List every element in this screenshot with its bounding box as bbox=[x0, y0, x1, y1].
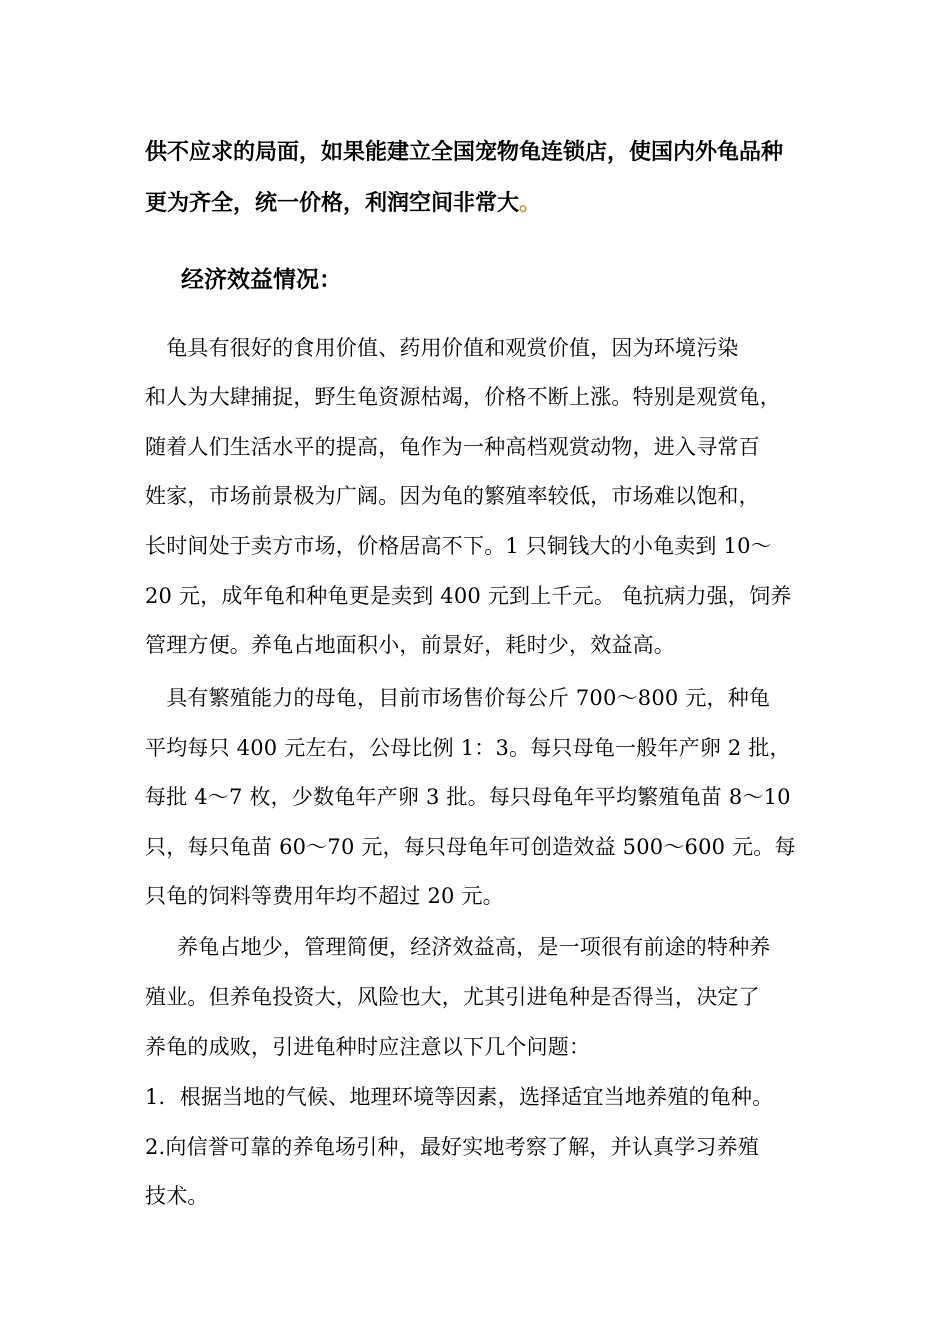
p3-line-2: 殖业。但养龟投资大，风险也大，尤其引进龟种是否得当，决定了 bbox=[145, 985, 760, 1009]
list-item-2: 2.向信誉可靠的养龟场引种，最好实地考察了解，并认真学习养殖 bbox=[145, 1135, 760, 1159]
p2-line-4: 只，每只龟苗 60～70 元，每只母龟年可创造效益 500～600 元。每 bbox=[145, 835, 796, 859]
list-item-2-continued: 技术。 bbox=[145, 1184, 209, 1208]
p1-line-7: 管理方便。养龟占地面积小，前景好，耗时少，效益高。 bbox=[145, 633, 675, 657]
p1-line-6: 20 元，成年龟和种龟更是卖到 400 元到上千元。 龟抗病力强，饲养 bbox=[145, 584, 792, 608]
p2-line-3: 每批 4～7 枚，少数龟年产卵 3 批。每只母龟年平均繁殖龟苗 8～10 bbox=[145, 785, 791, 809]
p3-line-1: 养龟占地少，管理简便，经济效益高，是一项很有前途的特种养 bbox=[177, 935, 771, 959]
p2-line-1: 具有繁殖能力的母龟，目前市场售价每公斤 700～800 元，种龟 bbox=[145, 686, 771, 710]
p3-line-3: 养龟的成败，引进龟种时应注意以下几个问题： bbox=[145, 1035, 591, 1059]
p1-line-4: 姓家，市场前景极为广阔。因为龟的繁殖率较低，市场难以饱和， bbox=[145, 484, 760, 508]
section-heading: 经济效益情况： bbox=[181, 267, 342, 293]
p2-line-2: 平均每只 400 元左右，公母比例 1：3。每只母龟一般年产卵 2 批， bbox=[145, 736, 791, 760]
list-item-1: 1．根据当地的气候、地理环境等因素，选择适宜当地养殖的龟种。 bbox=[145, 1085, 774, 1109]
intro-line-2-text: 更为齐全，统一价格，利润空间非常大 bbox=[145, 191, 520, 216]
intro-line-1: 供不应求的局面，如果能建立全国宠物龟连锁店，使国内外龟品种 bbox=[145, 140, 784, 165]
p1-line-1: 龟具有很好的食用价值、药用价值和观赏价值，因为环境污染 bbox=[145, 336, 739, 360]
intro-line-2 bbox=[145, 186, 541, 217]
p1-line-5: 长时间处于卖方市场，价格居高不下。1 只铜钱大的小龟卖到 10～ bbox=[145, 534, 772, 558]
intro-line-2-end: 。 bbox=[519, 191, 542, 216]
p2-line-5: 只龟的饲料等费用年均不超过 20 元。 bbox=[145, 884, 504, 908]
p1-line-2: 和人为大肆捕捉，野生龟资源枯竭，价格不断上涨。特别是观赏龟， bbox=[145, 385, 781, 409]
p1-line-3: 随着人们生活水平的提高，龟作为一种高档观赏动物，进入寻常百 bbox=[145, 435, 760, 459]
